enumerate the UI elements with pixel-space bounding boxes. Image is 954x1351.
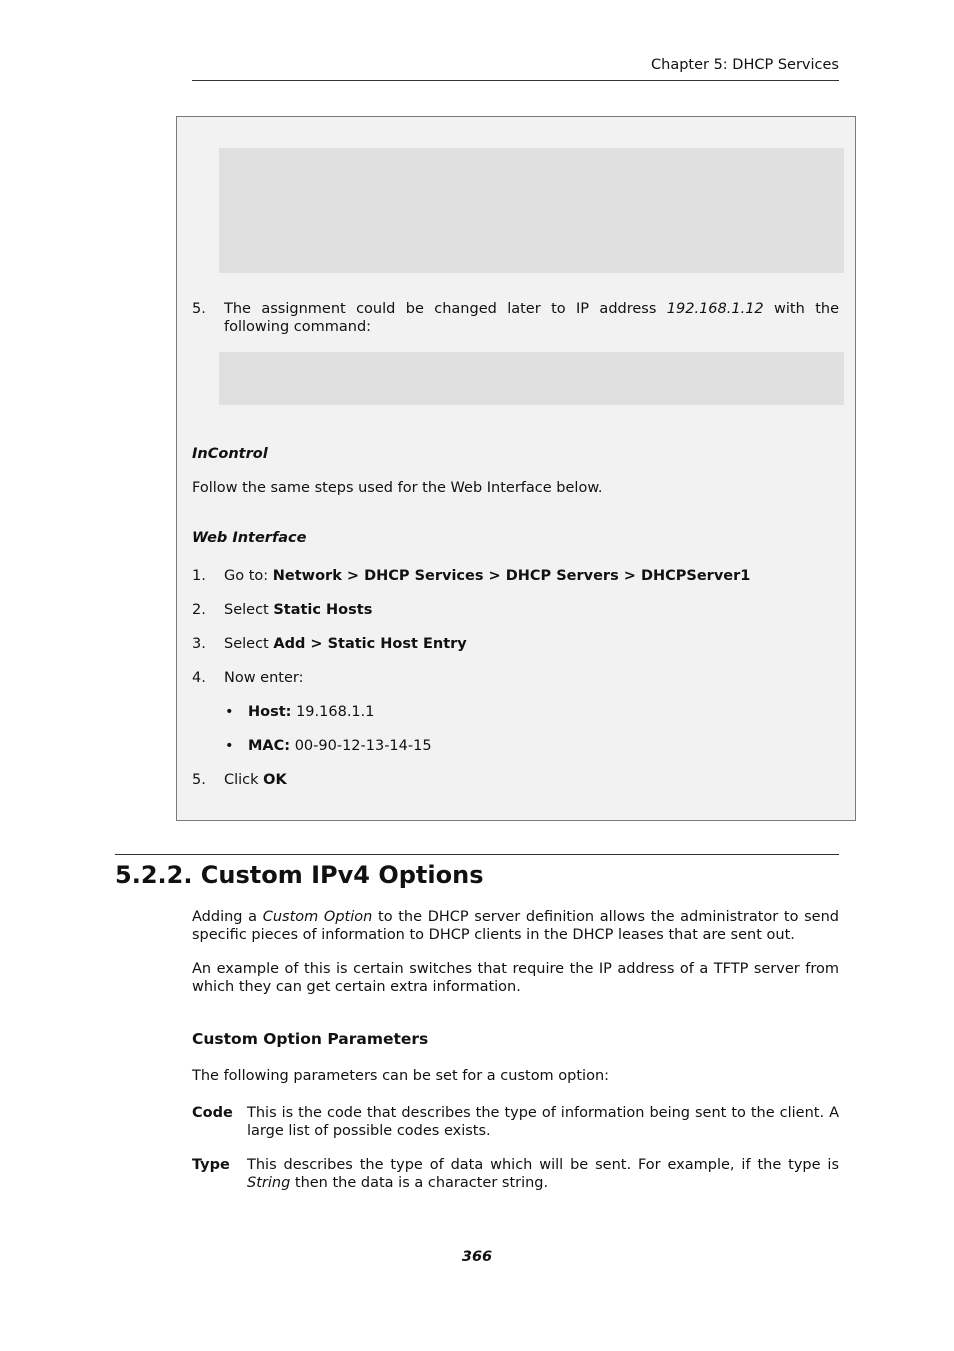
web-step-4: Now enter:	[224, 670, 304, 686]
param-description: This describes the type of data which will be sent. For example, if the type is String then the data is a character string.	[247, 1157, 839, 1191]
code-block-2	[219, 352, 844, 405]
step-number: 5.	[192, 772, 206, 788]
bullet-icon: •	[225, 704, 234, 720]
code-block-1	[219, 148, 844, 273]
page-number: 366	[461, 1249, 493, 1265]
incontrol-text: Follow the same steps used for the Web Interface below.	[192, 480, 603, 496]
step-5-text: The assignment could be changed later to IP address 192.168.1.12 with the following command:	[224, 301, 839, 335]
step-number: 5.	[192, 301, 206, 317]
section-divider	[115, 854, 839, 855]
step-number: 3.	[192, 636, 206, 652]
paragraph: Adding a Custom Option to the DHCP server definition allows the administrator to send specific pieces of information to DHCP clients in the DHCP leases that are sent out.	[192, 909, 839, 943]
web-step-3: Select Add > Static Host Entry	[224, 636, 467, 652]
param-description: This is the code that describes the type of information being sent to the client. A large list of possible codes exists.	[247, 1105, 839, 1139]
bullet-icon: •	[225, 738, 234, 754]
incontrol-heading: InControl	[192, 446, 268, 462]
mac-entry: MAC: 00-90-12-13-14-15	[248, 738, 432, 754]
running-header: Chapter 5: DHCP Services	[651, 57, 839, 73]
web-step-5: Click OK	[224, 772, 287, 788]
header-divider	[192, 80, 839, 81]
step-number: 1.	[192, 568, 206, 584]
web-step-1: Go to: Network > DHCP Services > DHCP Servers > DHCPServer1	[224, 568, 751, 584]
step-number: 4.	[192, 670, 206, 686]
host-entry: Host: 19.168.1.1	[248, 704, 375, 720]
section-title: 5.2.2. Custom IPv4 Options	[115, 861, 484, 889]
step-number: 2.	[192, 602, 206, 618]
paragraph: The following parameters can be set for a custom option:	[192, 1068, 610, 1084]
web-step-2: Select Static Hosts	[224, 602, 373, 618]
web-interface-heading: Web Interface	[192, 530, 307, 546]
subsection-title: Custom Option Parameters	[192, 1030, 429, 1048]
paragraph: An example of this is certain switches that require the IP address of a TFTP server from which they can get certain extra information.	[192, 961, 839, 995]
param-term: Code	[192, 1105, 233, 1121]
param-term: Type	[192, 1157, 230, 1173]
